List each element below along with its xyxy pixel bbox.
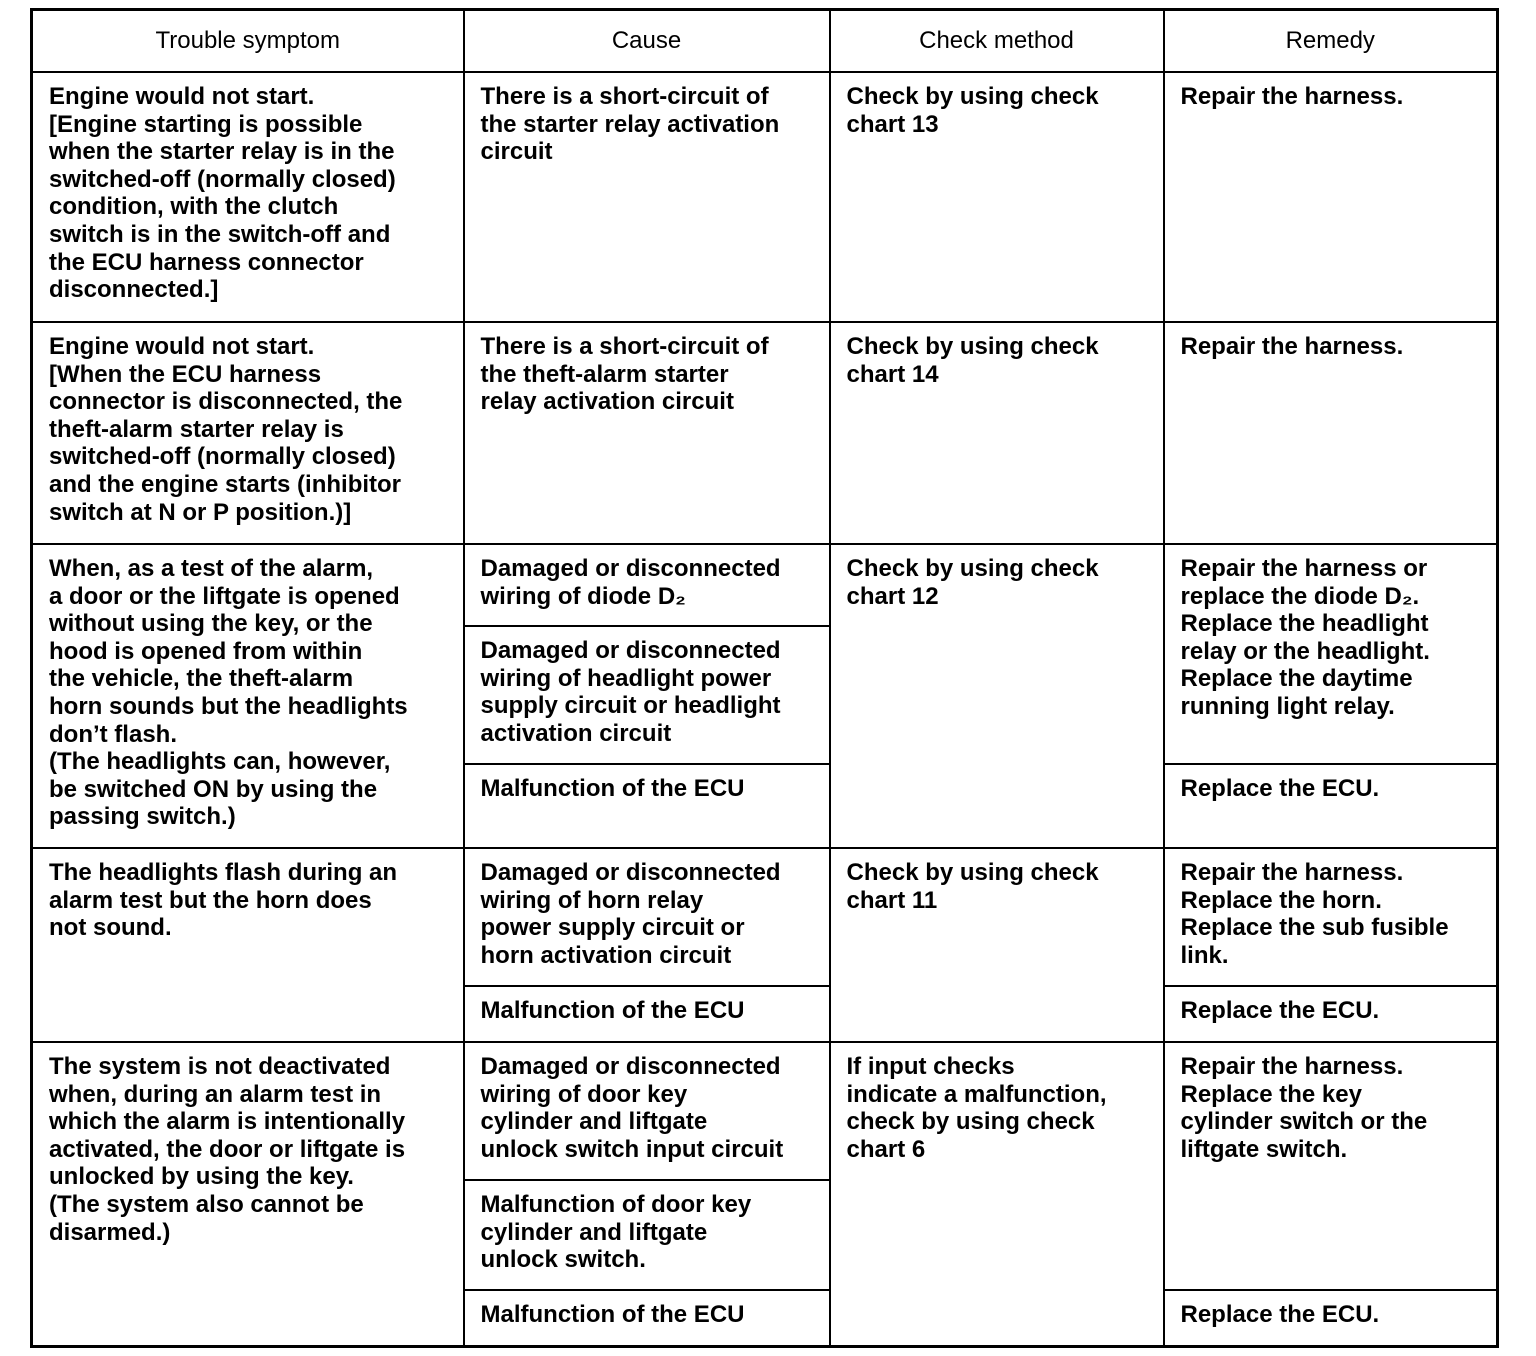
cause-cell: Damaged or disconnected wiring of horn relay power supply circuit or horn activation circuit — [464, 848, 830, 986]
check-method-cell: If input checks indicate a malfunction, check by using check chart 6 — [830, 1042, 1164, 1346]
symptom-cell: Engine would not start. [Engine starting is possible when the starter relay is in the switched-off (normally closed) condition, with the clutch switch is in the switch-off and the ECU harness connector disconnected.] — [32, 72, 464, 322]
remedy-cell: Repair the harness. — [1164, 72, 1498, 322]
table-row — [32, 72, 1498, 322]
table-row — [32, 848, 1498, 986]
cause-cell: Malfunction of the ECU — [464, 986, 830, 1042]
cause-cell: There is a short-circuit of the theft-alarm starter relay activation circuit — [464, 322, 830, 544]
header-cause: Cause — [464, 10, 830, 73]
header-remedy: Remedy — [1164, 10, 1498, 73]
cause-cell: Malfunction of the ECU — [464, 764, 830, 848]
symptom-cell: When, as a test of the alarm, a door or the liftgate is opened without using the key, or the hood is opened from within the vehicle, the theft-alarm horn sounds but the headlights don’t flash. (The headlights can, however, be switched ON by using the passing switch.) — [32, 544, 464, 848]
cause-cell: Damaged or disconnected wiring of headlight power supply circuit or headlight activation circuit — [464, 626, 830, 764]
symptom-cell: Engine would not start. [When the ECU harness connector is disconnected, the theft-alarm starter relay is switched-off (normally closed) and the engine starts (inhibitor switch at N or P position.)] — [32, 322, 464, 544]
cause-cell: There is a short-circuit of the starter relay activation circuit — [464, 72, 830, 322]
check-method-cell: Check by using check chart 12 — [830, 544, 1164, 848]
remedy-cell: Replace the ECU. — [1164, 986, 1498, 1042]
symptom-cell: The system is not deactivated when, during an alarm test in which the alarm is intentionally activated, the door or liftgate is unlocked by using the key. (The system also cannot be disarmed.) — [32, 1042, 464, 1346]
cause-cell: Damaged or disconnected wiring of door key cylinder and liftgate unlock switch input circuit — [464, 1042, 830, 1180]
check-method-cell: Check by using check chart 11 — [830, 848, 1164, 1042]
table-row — [32, 322, 1498, 544]
header-row — [32, 10, 1498, 73]
header-trouble-symptom: Trouble symptom — [32, 10, 464, 73]
check-method-cell: Check by using check chart 13 — [830, 72, 1164, 322]
troubleshooting-table — [30, 8, 1499, 1348]
table-row — [32, 1042, 1498, 1180]
cause-cell: Damaged or disconnected wiring of diode D₂ — [464, 544, 830, 626]
remedy-cell: Replace the ECU. — [1164, 1290, 1498, 1346]
remedy-cell: Repair the harness or replace the diode D₂. Replace the headlight relay or the headlight. Replace the daytime running light relay. — [1164, 544, 1498, 764]
header-check-method: Check method — [830, 10, 1164, 73]
cause-cell: Malfunction of the ECU — [464, 1290, 830, 1346]
remedy-cell: Repair the harness. Replace the key cylinder switch or the liftgate switch. — [1164, 1042, 1498, 1290]
symptom-cell: The headlights flash during an alarm test but the horn does not sound. — [32, 848, 464, 1042]
cause-cell: Malfunction of door key cylinder and liftgate unlock switch. — [464, 1180, 830, 1290]
check-method-cell: Check by using check chart 14 — [830, 322, 1164, 544]
table-row — [32, 544, 1498, 626]
remedy-cell: Repair the harness. — [1164, 322, 1498, 544]
remedy-cell: Repair the harness. Replace the horn. Replace the sub fusible link. — [1164, 848, 1498, 986]
remedy-cell: Replace the ECU. — [1164, 764, 1498, 848]
